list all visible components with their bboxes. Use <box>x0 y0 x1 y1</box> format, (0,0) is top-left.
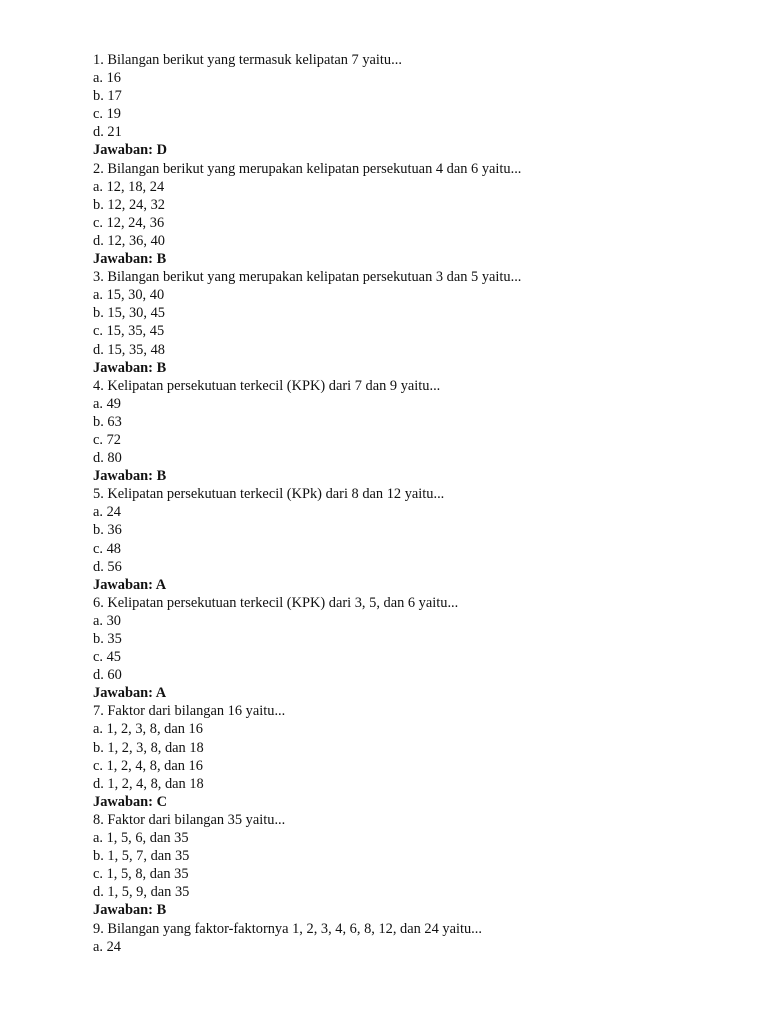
question-block <box>93 594 733 703</box>
option-d: d. 21 <box>93 124 122 141</box>
document-page <box>93 51 733 956</box>
answer-key: Jawaban: B <box>93 902 167 919</box>
option-c: c. 1, 2, 4, 8, dan 16 <box>93 757 203 774</box>
option-a: a. 15, 30, 40 <box>93 287 165 304</box>
answer-key: Jawaban: B <box>93 468 167 485</box>
option-a: a. 1, 5, 6, dan 35 <box>93 830 189 847</box>
option-d: d. 12, 36, 40 <box>93 232 165 249</box>
option-a: a. 24 <box>93 504 121 521</box>
option-c: c. 15, 35, 45 <box>93 323 165 340</box>
question-block <box>93 811 733 920</box>
option-c: c. 72 <box>93 431 121 448</box>
option-a: a. 24 <box>93 938 121 955</box>
option-c: c. 48 <box>93 540 121 557</box>
option-b: b. 35 <box>93 631 122 647</box>
question-block <box>93 268 733 377</box>
question-block <box>93 920 733 956</box>
option-c: c. 45 <box>93 649 121 666</box>
option-d: d. 80 <box>93 450 122 467</box>
question-text: 7. Faktor dari bilangan 16 yaitu... <box>93 703 286 720</box>
option-b: b. 1, 5, 7, dan 35 <box>93 848 190 865</box>
answer-key: Jawaban: B <box>93 359 167 376</box>
answer-key: Jawaban: A <box>93 576 167 593</box>
question-text: 1. Bilangan berikut yang termasuk kelipatan 7 yaitu... <box>93 52 402 68</box>
question-text: 3. Bilangan berikut yang merupakan kelipatan persekutuan 3 dan 5 yaitu... <box>93 269 522 286</box>
option-b: b. 36 <box>93 522 122 539</box>
option-a: a. 16 <box>93 70 121 87</box>
option-d: d. 56 <box>93 558 122 575</box>
answer-key: Jawaban: A <box>93 685 167 702</box>
option-d: d. 60 <box>93 667 122 684</box>
option-d: d. 1, 5, 9, dan 35 <box>93 884 190 901</box>
option-b: b. 17 <box>93 88 122 105</box>
option-b: b. 12, 24, 32 <box>93 196 165 213</box>
question-text: 6. Kelipatan persekutuan terkecil (KPK) dari 3, 5, dan 6 yaitu... <box>93 594 459 611</box>
option-d: d. 15, 35, 48 <box>93 341 165 358</box>
question-text: 4. Kelipatan persekutuan terkecil (KPK) dari 7 dan 9 yaitu... <box>93 377 441 394</box>
option-a: a. 1, 2, 3, 8, dan 16 <box>93 721 203 738</box>
answer-key: Jawaban: D <box>93 142 167 159</box>
option-a: a. 30 <box>93 612 121 629</box>
option-c: c. 19 <box>93 106 121 123</box>
answer-key: Jawaban: C <box>93 793 167 810</box>
option-c: c. 12, 24, 36 <box>93 214 165 231</box>
question-block <box>93 702 733 811</box>
question-text: 2. Bilangan berikut yang merupakan kelipatan persekutuan 4 dan 6 yaitu... <box>93 160 522 177</box>
option-b: b. 15, 30, 45 <box>93 305 165 322</box>
question-block <box>93 485 733 594</box>
option-b: b. 1, 2, 3, 8, dan 18 <box>93 739 204 756</box>
question-text: 5. Kelipatan persekutuan terkecil (KPk) dari 8 dan 12 yaitu... <box>93 486 445 503</box>
option-d: d. 1, 2, 4, 8, dan 18 <box>93 775 204 792</box>
option-a: a. 12, 18, 24 <box>93 178 165 195</box>
answer-key: Jawaban: B <box>93 251 167 268</box>
option-a: a. 49 <box>93 395 121 412</box>
option-b: b. 63 <box>93 413 122 430</box>
question-block <box>93 160 733 269</box>
question-text: 9. Bilangan yang faktor-faktornya 1, 2, 3, 4, 6, 8, 12, dan 24 yaitu... <box>93 920 482 937</box>
question-text: 8. Faktor dari bilangan 35 yaitu... <box>93 811 286 828</box>
question-block <box>93 51 733 160</box>
option-c: c. 1, 5, 8, dan 35 <box>93 866 189 883</box>
question-block <box>93 377 733 486</box>
